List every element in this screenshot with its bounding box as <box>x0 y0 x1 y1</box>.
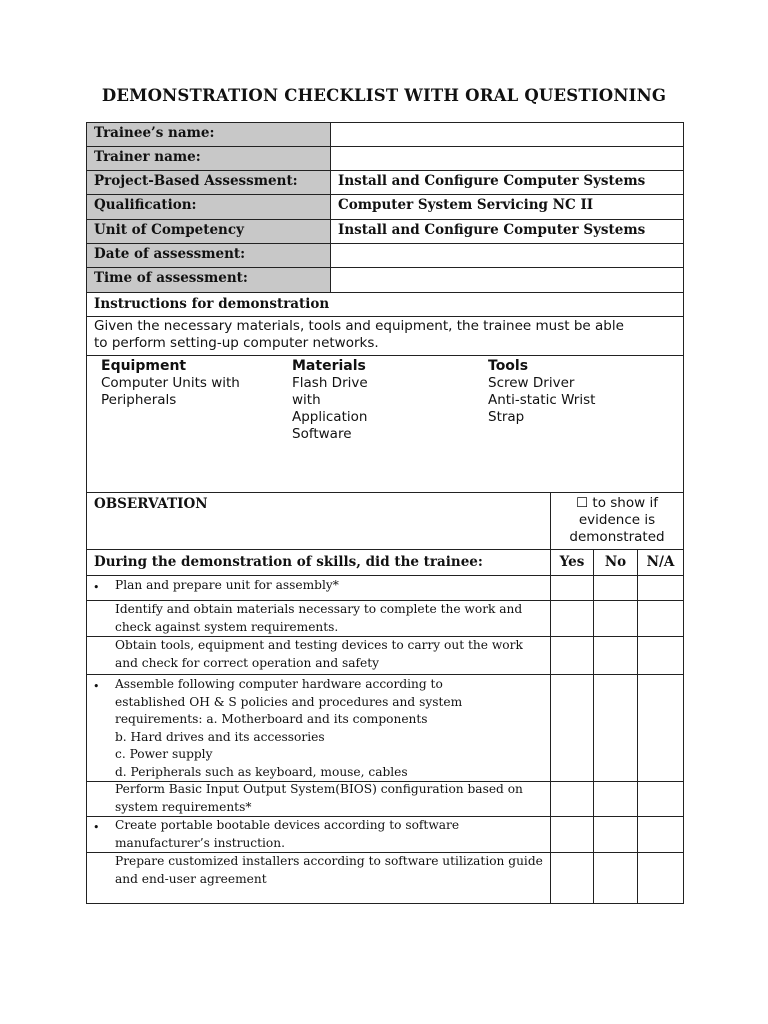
materials-line: with <box>292 392 321 408</box>
item-no-cell[interactable] <box>593 852 638 904</box>
item-no-cell[interactable] <box>593 781 638 817</box>
item-text: requirements: a. Motherboard and its components <box>115 712 428 726</box>
equipment-heading: Equipment <box>101 358 187 374</box>
item-no-cell[interactable] <box>593 600 638 637</box>
item-text: manufacturer’s instruction. <box>115 835 285 850</box>
observation-note-line: evidence is <box>578 512 656 528</box>
instructions-text <box>86 316 684 356</box>
equipment-line: Peripherals <box>101 392 177 408</box>
equipment-line: Computer Units with <box>101 375 240 391</box>
checklist-item <box>86 852 551 904</box>
column-header-yes: Yes <box>550 549 594 576</box>
unit-of-competency-value: Install and Configure Computer Systems <box>330 219 684 244</box>
tools-line: Anti-static Wrist <box>488 392 596 408</box>
checklist-item <box>86 636 551 675</box>
observation-note-line: demonstrated <box>569 529 665 545</box>
item-yes-cell[interactable] <box>550 600 594 637</box>
item-yes-cell[interactable] <box>550 636 594 675</box>
qualification-value: Computer System Servicing NC II <box>330 194 684 220</box>
date-of-assessment-value[interactable] <box>330 243 684 268</box>
item-yes-cell[interactable] <box>550 674 594 782</box>
tools-heading: Tools <box>488 358 529 374</box>
materials-column <box>285 357 489 444</box>
page-title: DEMONSTRATION CHECKLIST WITH ORAL QUESTIONING <box>101 86 667 105</box>
item-yes-cell[interactable] <box>550 781 594 817</box>
instructions-heading: Instructions for demonstration <box>86 292 684 317</box>
item-yes-cell[interactable] <box>550 816 594 853</box>
observation-heading: OBSERVATION <box>86 492 551 550</box>
instructions-line: to perform setting-up computer networks. <box>94 335 379 351</box>
item-na-cell[interactable] <box>637 852 684 904</box>
item-yes-cell[interactable] <box>550 575 594 601</box>
tools-line: Strap <box>488 409 525 425</box>
observation-question: During the demonstration of skills, did the trainee: <box>86 549 551 576</box>
item-no-cell[interactable] <box>593 674 638 782</box>
item-yes-cell[interactable] <box>550 852 594 904</box>
trainee-name-label: Trainee’s name: <box>86 122 331 147</box>
bullet-icon: • <box>93 581 100 594</box>
item-text: Assemble following computer hardware according to <box>115 677 443 691</box>
item-text: check against system requirements. <box>115 619 339 634</box>
checklist-item <box>86 600 551 637</box>
item-na-cell[interactable] <box>637 816 684 853</box>
tools-column <box>481 357 684 427</box>
item-text: c. Power supply <box>115 747 213 761</box>
resources-box <box>86 355 684 493</box>
equipment-column <box>94 357 298 410</box>
trainer-name-label: Trainer name: <box>86 146 331 171</box>
item-na-cell[interactable] <box>637 674 684 782</box>
checklist-item <box>86 575 551 601</box>
observation-note <box>550 492 684 550</box>
trainee-name-value[interactable] <box>330 122 684 147</box>
item-text: Prepare customized installers according to software utilization guide <box>115 854 543 868</box>
materials-line: Flash Drive <box>292 375 368 391</box>
item-text: Perform Basic Input Output System(BIOS) configuration based on <box>115 782 523 796</box>
instructions-line: Given the necessary materials, tools and equipment, the trainee must be able <box>94 318 624 334</box>
checklist-item <box>86 674 551 782</box>
materials-line: Software <box>292 426 352 442</box>
item-no-cell[interactable] <box>593 575 638 601</box>
bullet-icon: • <box>93 821 100 834</box>
checklist-item <box>86 816 551 853</box>
item-text: d. Peripherals such as keyboard, mouse, cables <box>115 764 408 779</box>
project-assessment-label: Project-Based Assessment: <box>86 170 331 195</box>
trainer-name-value[interactable] <box>330 146 684 171</box>
item-text: established OH & S policies and procedures and system <box>115 694 463 709</box>
bullet-icon: • <box>93 680 100 693</box>
date-of-assessment-label: Date of assessment: <box>86 243 331 268</box>
item-text: system requirements* <box>115 799 252 814</box>
item-no-cell[interactable] <box>593 816 638 853</box>
item-na-cell[interactable] <box>637 575 684 601</box>
materials-line: Application <box>292 409 368 425</box>
checklist-item <box>86 781 551 817</box>
item-na-cell[interactable] <box>637 781 684 817</box>
item-text: Obtain tools, equipment and testing devices to carry out the work <box>115 638 523 652</box>
item-na-cell[interactable] <box>637 636 684 675</box>
item-text: and check for correct operation and safety <box>115 655 380 670</box>
materials-heading: Materials <box>292 358 366 374</box>
column-header-no: No <box>593 549 638 576</box>
unit-of-competency-label: Unit of Competency <box>86 219 331 244</box>
item-text: Identify and obtain materials necessary to complete the work and <box>115 602 523 616</box>
item-text: and end-user agreement <box>115 871 267 886</box>
item-text: Plan and prepare unit for assembly* <box>115 578 339 592</box>
qualification-label: Qualification: <box>86 194 331 220</box>
item-text: Create portable bootable devices according to software <box>115 818 460 832</box>
item-no-cell[interactable] <box>593 636 638 675</box>
tools-line: Screw Driver <box>488 375 575 391</box>
item-na-cell[interactable] <box>637 600 684 637</box>
time-of-assessment-label: Time of assessment: <box>86 267 331 293</box>
time-of-assessment-value[interactable] <box>330 267 684 293</box>
observation-note-line: ☐ to show if <box>576 495 658 511</box>
item-text: b. Hard drives and its accessories <box>115 729 325 744</box>
project-assessment-value: Install and Configure Computer Systems <box>330 170 684 195</box>
column-header-na: N/A <box>637 549 684 576</box>
